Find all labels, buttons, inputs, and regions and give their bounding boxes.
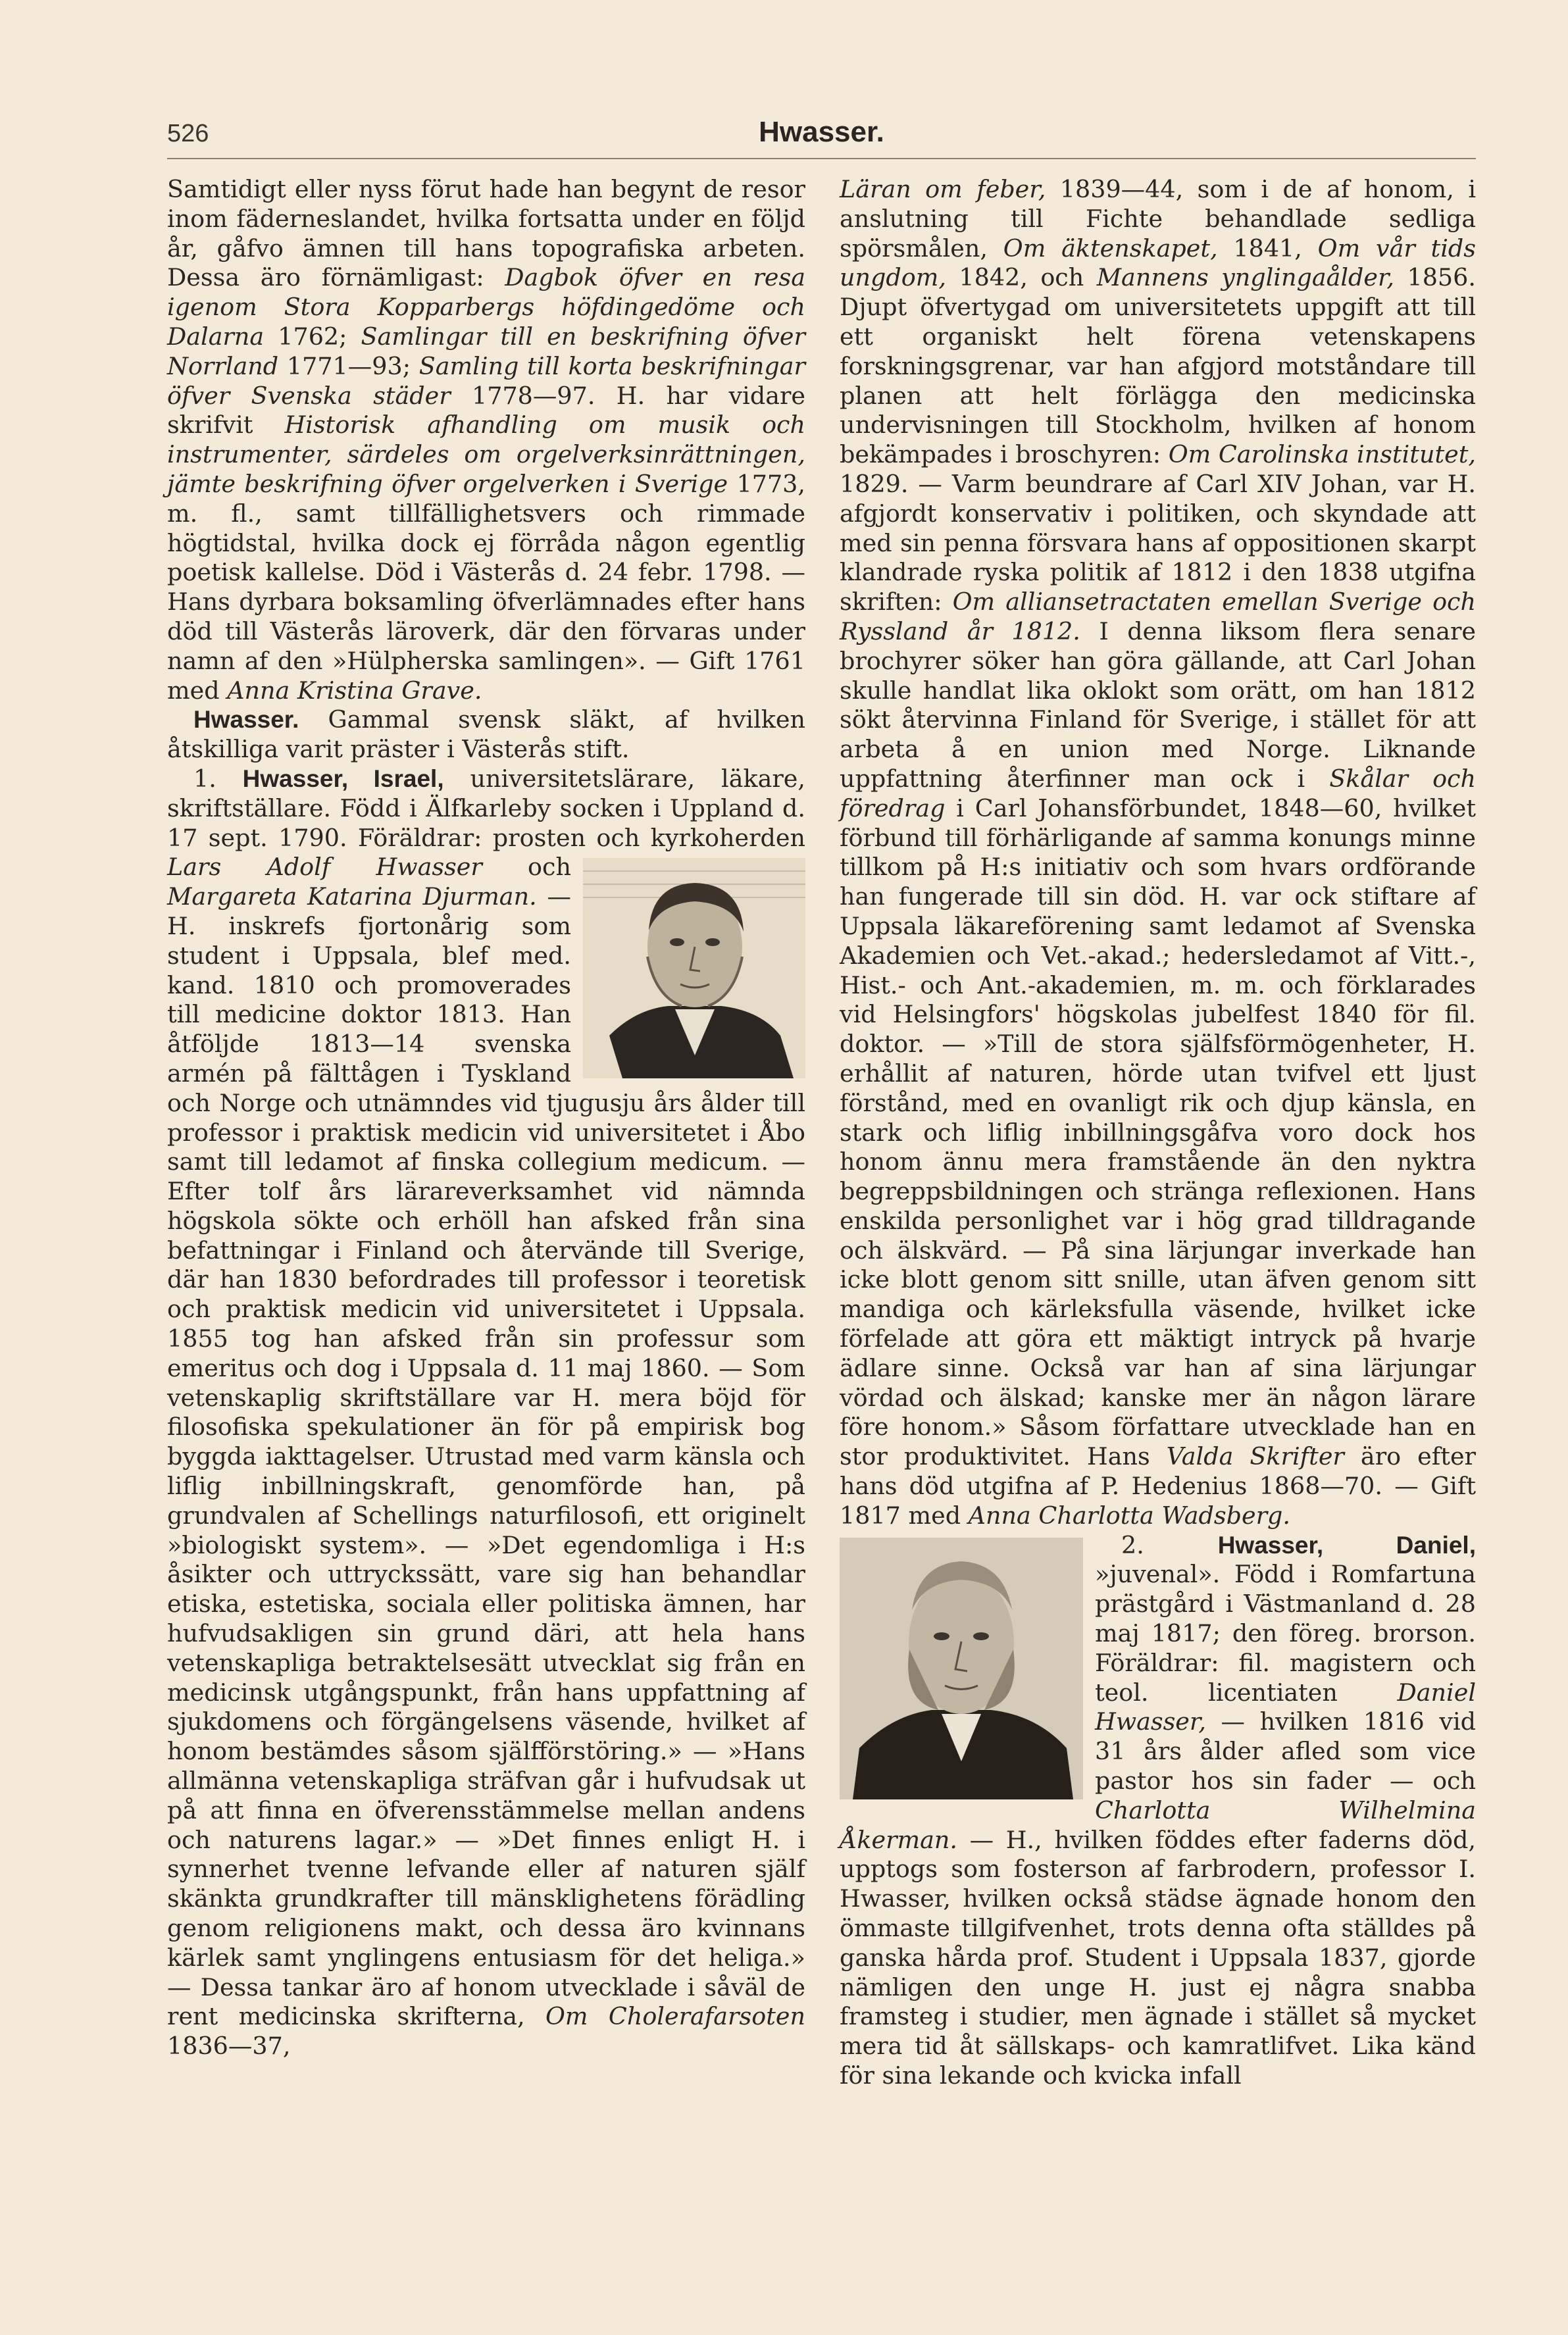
running-head: Hwasser. xyxy=(759,116,884,148)
paragraph-hulphers-continued: Samtidigt eller nyss förut hade han begynt de resor inom fäderneslandet, hvilka fortsatta under en följd år, gåfvo ämnen till hans topografiska arbeten. Dessa äro förnämligast: Dagbok öfver en resa igenom Stora Kopparbergs höfdingedöme och Dalarna 1762; Samlingar till en beskrifning öfver Norrland 1771—93; Samling till korta beskrifningar öfver Svenska städer 1778—97. H. har vidare skrifvit Historisk afhandling om musik och instrumenter, särdeles om orgelverksinrättningen, jämte beskrifning öfver orgelverken i Sverige 1773, m. fl., samt tillfällighetsvers och rimmade högtidstal, hvilka dock ej förråda någon egentlig poetisk kallelse. Död i Västerås d. 24 febr. 1798. — Hans dyrbara boksamling öfverlämnades efter hans död till Västerås läroverk, där den förvaras under namn af den »Hülpherska samlingen». — Gift 1761 med Anna Kristina Grave. xyxy=(167,175,806,705)
entry-daniel-hwasser: 2. Hwasser, Daniel, »juvenal». Född i Romfartuna prästgård i Västmanland d. 28 maj 1817; den föreg. brorson. Föräldrar: fil. magistern och teol. licentiaten Daniel Hwasser, — hvilken 1816 vid 31 års ålder afled som vice pastor hos sin fader — och Charlotta Wilhelmina Åkerman. — H., hvilken föddes efter faderns död, upptogs som fosterson af farbrodern, professor I. Hwasser, hvilken också städse ägnade honom den ömmaste tillgifvenhet, trots denna ofta ställdes på ganska hårda prof. Student i Uppsala 1837, gjorde nämligen den unge H. just ej några snabba framsteg i studier, men ägnade i stället så mycket mera tid åt sällskaps- och kamratlifvet. Lika känd för sina lekande och kvicka infall xyxy=(840,1530,1476,2090)
header-rule xyxy=(167,158,1476,159)
portrait-israel-hwasser xyxy=(583,858,805,1078)
page-number: 526 xyxy=(167,120,209,147)
right-column xyxy=(840,175,1476,2215)
page-header xyxy=(167,116,1476,155)
entry-heading-daniel: Hwasser, Daniel, xyxy=(1217,1531,1476,1559)
family-entry: Hwasser. Gammal svensk släkt, af hvilken åtskilliga varit präster i Västerås stift. xyxy=(167,705,805,764)
left-column xyxy=(167,175,805,2215)
portrait-daniel-hwasser xyxy=(840,1538,1083,1799)
paragraph-israel-continued: Läran om feber, 1839—44, som i de af honom, i anslutning till Fichte behandlade sedliga spörsmålen, Om äktenskapet, 1841, Om vår tids ungdom, 1842, och Mannens ynglingaålder, 1856. Djupt öfvertygad om universitetets uppgift att till ett organiskt helt förena vetenskapens forskningsgrenar, var han afgjord motståndare till planen att helt förlägga den medicinska undervisningen till Stockholm, hvilken af honom bekämpades i broschyren: Om Carolinska institutet, 1829. — Varm beundrare af Carl XIV Johan, var H. afgjordt konservativ i politiken, och skyndade att med sin penna försvara hans af oppositionen skarpt klandrade ryska politik af 1812 i den 1838 utgifna skriften: Om alliansetractaten emellan Sverige och Ryssland år 1812. I denna liksom flera senare brochyrer söker han göra gällande, att Carl Johan skulle handlat lika oklokt som orätt, om han 1812 sökt återvinna Finland för Sverige, i stället för att arbeta å en union med Norge. Liknande uppfattning återfinner man ock i Skålar och föredrag i Carl Johansförbundet, 1848—60, hvilket förbund till förhärligande af samma konungs minne tillkom på H:s initiativ och som hvars ordförande han fungerade till sin död. H. var ock stiftare af Uppsala läkareförening samt ledamot af Svenska Akademien och Vet.-akad.; hedersledamot af Vitt.-, Hist.- och Ant.-akademien, m. m. och förklarades vid Helsingfors' högskolas jubelfest 1840 för fil. doktor. — »Till de stora själfsförmögenheter, H. erhållit af naturen, hörde utan tvifvel ett ljust förstånd, med en ovanligt rik och djup känsla, en stark och liflig inbillningsgåfva voro dock hos honom ännu mera framstående än den nyktra begreppsbildningen och stränga reflexionen. Hans enskilda personlighet var i hög grad tilldragande och älskvärd. — På sina lärjungar inverkade han icke blott genom sitt snille, utan äfven genom sitt mandiga och kärleksfulla väsende, hvilket icke förfelade att göra ett mäktigt intryck på hvarje ädlare sinne. Också var han af sina lärjungar vördad och älskad; kanske mer än någon lärare före honom.» Såsom författare utvecklade han en stor produktivitet. Hans Valda Skrifter äro efter hans död utgifna af P. Hedenius 1868—70. — Gift 1817 med Anna Charlotta Wadsberg. xyxy=(840,175,1477,1530)
entry-israel-hwasser: 1. Hwasser, Israel, universitetslärare, läkare, skriftställare. Född i Älfkarleby socken i Uppland d. 17 sept. 1790. Föräldrar: prosten och kyrkoherden Lars Adolf Hwasser och Margareta Katarina Djurman. — H. inskrefs fjortonårig som student i Uppsala, blef med. kand. 1810 och promoverades till medicine doktor 1813. Han åtföljde 1813—14 svenska armén på fälttågen i Tyskland och Norge och utnämndes vid tjugusju års ålder till professor i praktisk medicin vid universitetet i Åbo samt till ledamot af finska collegium medicum. — Efter tolf års lärareverksamhet vid nämnda högskola sökte och erhöll han afsked från sina befattningar i Finland och återvände till Sverige, där han 1830 befordrades till professor i teoretisk och praktisk medicin vid universitetet i Uppsala. 1855 tog han afsked från sin professur som emeritus och dog i Uppsala d. 11 maj 1860. — Som vetenskaplig skriftställare var H. mera böjd för filosofiska spekulationer än för på empirisk bog byggda iakttagelser. Utrustad med varm känsla och liflig inbillningskraft, genomförde han, på grundvalen af Schellings naturfilosofi, ett originelt »biologiskt system». — »Det egendomliga i H:s åsikter och uttryckssätt, vare sig han behandlar etiska, estetiska, sociala eller politiska ämnen, har hufvudsakligen sin grund däri, att hela hans vetenskapliga betraktelsesätt utvecklat sig från en medicinsk utgångspunkt, från hans uppfattning af sjukdomens och förgängelsens väsende, hvilket af honom bestämdes såsom själfförstöring.» — »Hans allmänna vetenskapliga sträfvan går i hufvudsak ut på att finna en öfverensstämmelse mellan andens och naturens lagar.» — »Det finnes enligt H. i synnerhet tvenne lefvande eller af naturen själf skänkta grundkrafter till mänsklighetens förädling genom religionens makt, och dessa äro kvinnans kärlek samt ynglingens entusiasm för det heliga.» — Dessa tankar äro af honom utvecklade i såväl de rent medicinska skrifterna, Om Cholerafarsoten 1836—37, xyxy=(167,764,805,2061)
entry-heading-israel: Hwasser, Israel, xyxy=(242,765,444,792)
family-heading: Hwasser. xyxy=(193,706,299,734)
